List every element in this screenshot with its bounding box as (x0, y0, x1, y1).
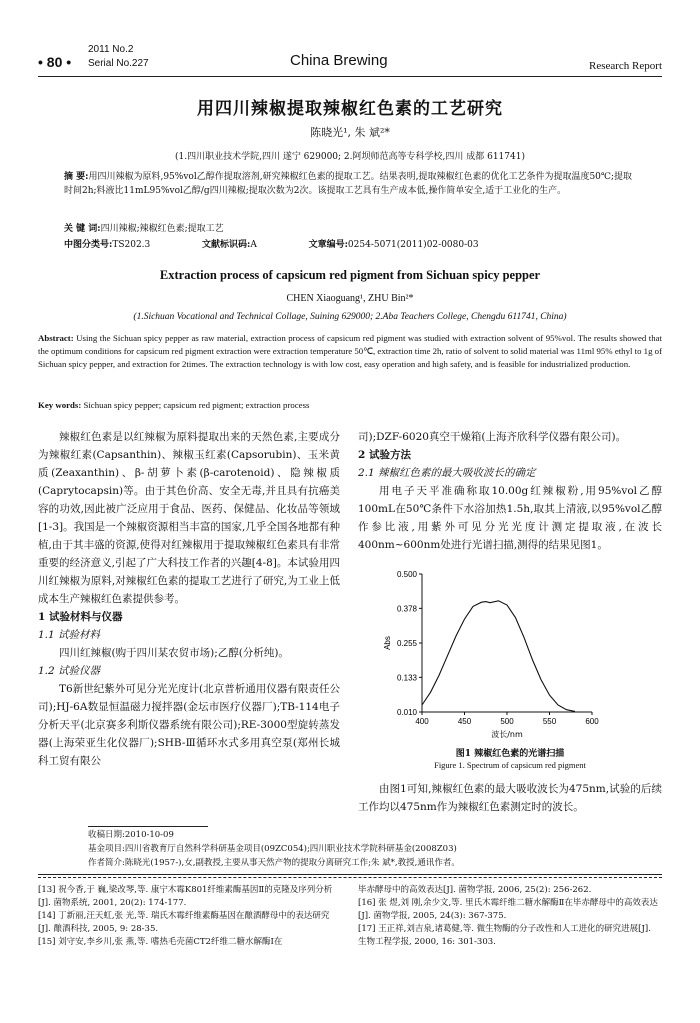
abstract-en-text: Using the Sichuan spicy pepper as raw material, extraction process of capsicum red pigment was studied with extraction solvent of 95%vol. The results showed that the optimum conditions for capsicum red pigment extraction were extraction temperature 50℃, extraction time 2h, ratio of solvent to solid material was 11ml 95% ethyl to 1g of Sichuan spicy pepper, and extraction for 2times. The extraction technology is with low cost, easy operation and high safety, and is feasible for industrialized production. (38, 333, 662, 369)
body-right-column-top (358, 428, 662, 554)
authors-cn: 陈晓光¹, 朱 斌²* (310, 126, 390, 139)
figure-caption-en: Figure 1. Spectrum of capsicum red pigment (434, 760, 586, 770)
section-1-heading: 1 试验材料与仪器 (38, 611, 123, 623)
issue-year-no: 2011 No.2 (88, 44, 134, 55)
received-date: 收稿日期:2010-10-09 (88, 830, 174, 840)
clc-label: 中图分类号: (64, 240, 113, 250)
reference-13: [13] 祝今香,于 巍,梁改琴,等. 康宁木霉K801纤维素酶基因Ⅱ的克隆及序列分析[J]. 菌物系统, 2001, 20(2): 174-177. (38, 885, 333, 908)
refs-divider-bottom (38, 877, 662, 878)
author-bio: 作者简介:陈晓光(1957-),女,副教授,主要从事天然产物的提取分离研究工作;朱 斌*,教授,通讯作者。 (88, 858, 460, 868)
figure-caption-cn: 图1 辣椒红色素的光谱扫描 (455, 749, 565, 759)
y-tick-label: 0.500 (396, 570, 417, 579)
body-right-column-bottom (358, 780, 662, 816)
section-2-heading: 2 试验方法 (358, 449, 411, 461)
x-axis-label: 波长/nm (491, 730, 523, 739)
reference-16: [16] 张 煜,刘 刚,余少文,等. 里氏木霉纤维二糖水解酶Ⅱ在毕赤酵母中的高效表达[J]. 菌物学报, 2005, 24(3): 367-375. (358, 898, 658, 921)
y-axis-label: Abs (383, 636, 392, 650)
keywords-cn (64, 222, 638, 236)
x-tick-label: 550 (542, 717, 557, 726)
classification-line (64, 238, 638, 252)
reference-14: [14] 丁新丽,汪天虹,张 光,等. 瑞氏木霉纤维素酶基因在酿酒酵母中的表达研究[J]. 酿酒科技, 2005, 9: 28-35. (38, 911, 330, 934)
article-no-label: 文章编号: (308, 240, 348, 250)
doc-code-value: A (250, 240, 257, 250)
result-paragraph: 由图1可知,辣椒红色素的最大吸收波长为475nm,试验的后续工作均以475nm作为辣椒红色素测定时的波长。 (358, 783, 662, 813)
article-no-value: 0254-5071(2011)02-0080-03 (347, 240, 479, 250)
keywords-en-label: Key words: (38, 400, 82, 410)
y-tick-label: 0.010 (396, 708, 417, 717)
keywords-en (38, 399, 662, 412)
x-tick-label: 500 (500, 717, 514, 726)
instruments-continued: 司);DZF-6020真空干燥箱(上海齐欣科学仪器有限公司)。 (358, 431, 627, 443)
authors-en: CHEN Xiaoguang¹, ZHU Bin²* (286, 293, 414, 304)
abstract-en (38, 332, 662, 371)
title-en: Extraction process of capsicum red pigment from Sichuan spicy pepper (159, 268, 541, 282)
intro-paragraph: 辣椒红色素是以红辣椒为原料提取出来的天然色素,主要成分为辣椒红素(Capsanthin)、辣椒玉红素(Capsorubin)、玉米黄质(Zeaxanthin)、β-胡萝卜素(β-carotenoid)、隐辣椒质(Caprytocapsin)等。由于其色价高、安全无毒,并且具有抗癌美容的功效,因此被广泛应用于食品、医药、保健品、化妆品等领域[1-3]。我国是一个辣椒资源相当丰富的国家,几乎全国各地都有种植,由于其丰盛的资源,使得对红辣椒用于提取辣椒红色素具有非常重要的经济意义,引起了广大科技工作者的兴趣[4-8]。本试验用四川红辣椒为原料,对辣椒红色素的提取工艺进行了研究,为工业上低成本生产辣椒红色素提供参考。 (38, 431, 340, 605)
body-left-column (38, 428, 340, 770)
method-paragraph: 用电子天平准确称取10.00g红辣椒粉,用95%vol乙醇100mL在50℃条件下水浴加热1.5h,取其上清液,以95%vol乙醇作参比液,用紫外可见分光光度计测定提取液,在波长400nm~600nm处进行光谱扫描,测得的结果见图1。 (358, 485, 662, 551)
header-bullet: • (38, 54, 43, 70)
section-2-1-heading: 2.1 辣椒红色素的最大吸收波长的确定 (358, 467, 536, 479)
affiliation-en: (1.Sichuan Vocational and Technical Collage, Suining 629000; 2.Aba Teachers College, Chengdu 611741, China) (133, 312, 567, 322)
references-right (358, 884, 662, 949)
fund-info: 基金项目:四川省教育厅自然科学科研基金项目(09ZC054);四川职业技术学院科研基金(2008Z03) (88, 844, 457, 854)
abstract-cn (64, 170, 638, 198)
doc-code-label: 文献标识码: (202, 240, 251, 250)
clc-value: TS202.3 (112, 240, 151, 250)
abstract-cn-label: 摘 要: (64, 172, 89, 182)
footnote-rule (88, 826, 208, 827)
footnotes (88, 828, 662, 870)
x-tick-label: 400 (415, 717, 429, 726)
title-cn: 用四川辣椒提取辣椒红色素的工艺研究 (197, 99, 503, 119)
y-tick-label: 0.255 (396, 639, 417, 648)
y-tick-label: 0.133 (396, 673, 417, 683)
abstract-cn-text: 用四川辣椒为原料,95%vol乙醇作提取溶剂,研究辣椒红色素的提取工艺。结果表明,提取辣椒红色素的优化工艺条件为提取温度50℃;提取时间2h;料液比11mL95%vol乙醇/g四川辣椒;提取次数为2次。该提取工艺具有生产成本低,操作简单安全,适于工业化的生产。 (64, 172, 632, 196)
references-left (38, 884, 340, 949)
refs-divider-top (38, 874, 662, 875)
page-number-block (38, 54, 71, 70)
page-number: 80 (46, 54, 63, 70)
keywords-cn-label: 关 键 词: (64, 224, 101, 234)
section-1-1-heading: 1.1 试验材料 (38, 629, 101, 641)
header-bullet-2: • (66, 54, 72, 70)
header-rule (38, 76, 662, 77)
materials-paragraph: 四川红辣椒(购于四川某农贸市场);乙醇(分析纯)。 (59, 647, 289, 659)
y-tick-label: 0.378 (396, 604, 417, 614)
instruments-paragraph: T6新世纪紫外可见分光光度计(北京普析通用仪器有限责任公司);HJ-6A数显恒温磁力搅拌器(金坛市医疗仪器厂);TB-114电子分析天平(北京赛多利斯仪器系统有限公司);RE-3000型旋转蒸发器(上海荣亚生化仪器厂);SHB-Ⅲ循环水式多用真空泵(郑州长城科工贸有限公 (38, 683, 340, 767)
section-1-2-heading: 1.2 试验仪器 (38, 665, 101, 677)
journal-name: China Brewing (290, 52, 388, 69)
abstract-en-label: Abstract: (38, 333, 74, 343)
x-tick-label: 450 (457, 717, 472, 726)
reference-15: [15] 刘守安,李乡川,张 燕,等. 嗜热毛壳菌CT2纤维二糖水解酶Ⅰ在 (38, 937, 283, 947)
reference-15-continued: 毕赤酵母中的高效表达[J]. 菌物学报, 2006, 25(2): 256-262. (358, 885, 592, 895)
x-tick-label: 600 (585, 717, 599, 726)
keywords-en-text: Sichuan spicy pepper; capsicum red pigment; extraction process (83, 400, 310, 410)
serial-number: Serial No.227 (88, 58, 149, 69)
affiliation-cn: (1.四川职业技术学院,四川 遂宁 629000; 2.阿坝师范高等专科学校,四川 成都 611741) (175, 152, 525, 162)
spectrum-chart (382, 566, 622, 742)
section-label: Research Report (589, 60, 662, 72)
keywords-cn-text: 四川辣椒;辣椒红色素;提取工艺 (100, 224, 224, 234)
spectrum-line (422, 601, 575, 712)
reference-17: [17] 王正祥,刘吉泉,诸葛健,等. 微生物酶的分子改性和人工进化的研究进展[J]. 生物工程学报, 2000, 16: 301-303. (358, 924, 651, 947)
